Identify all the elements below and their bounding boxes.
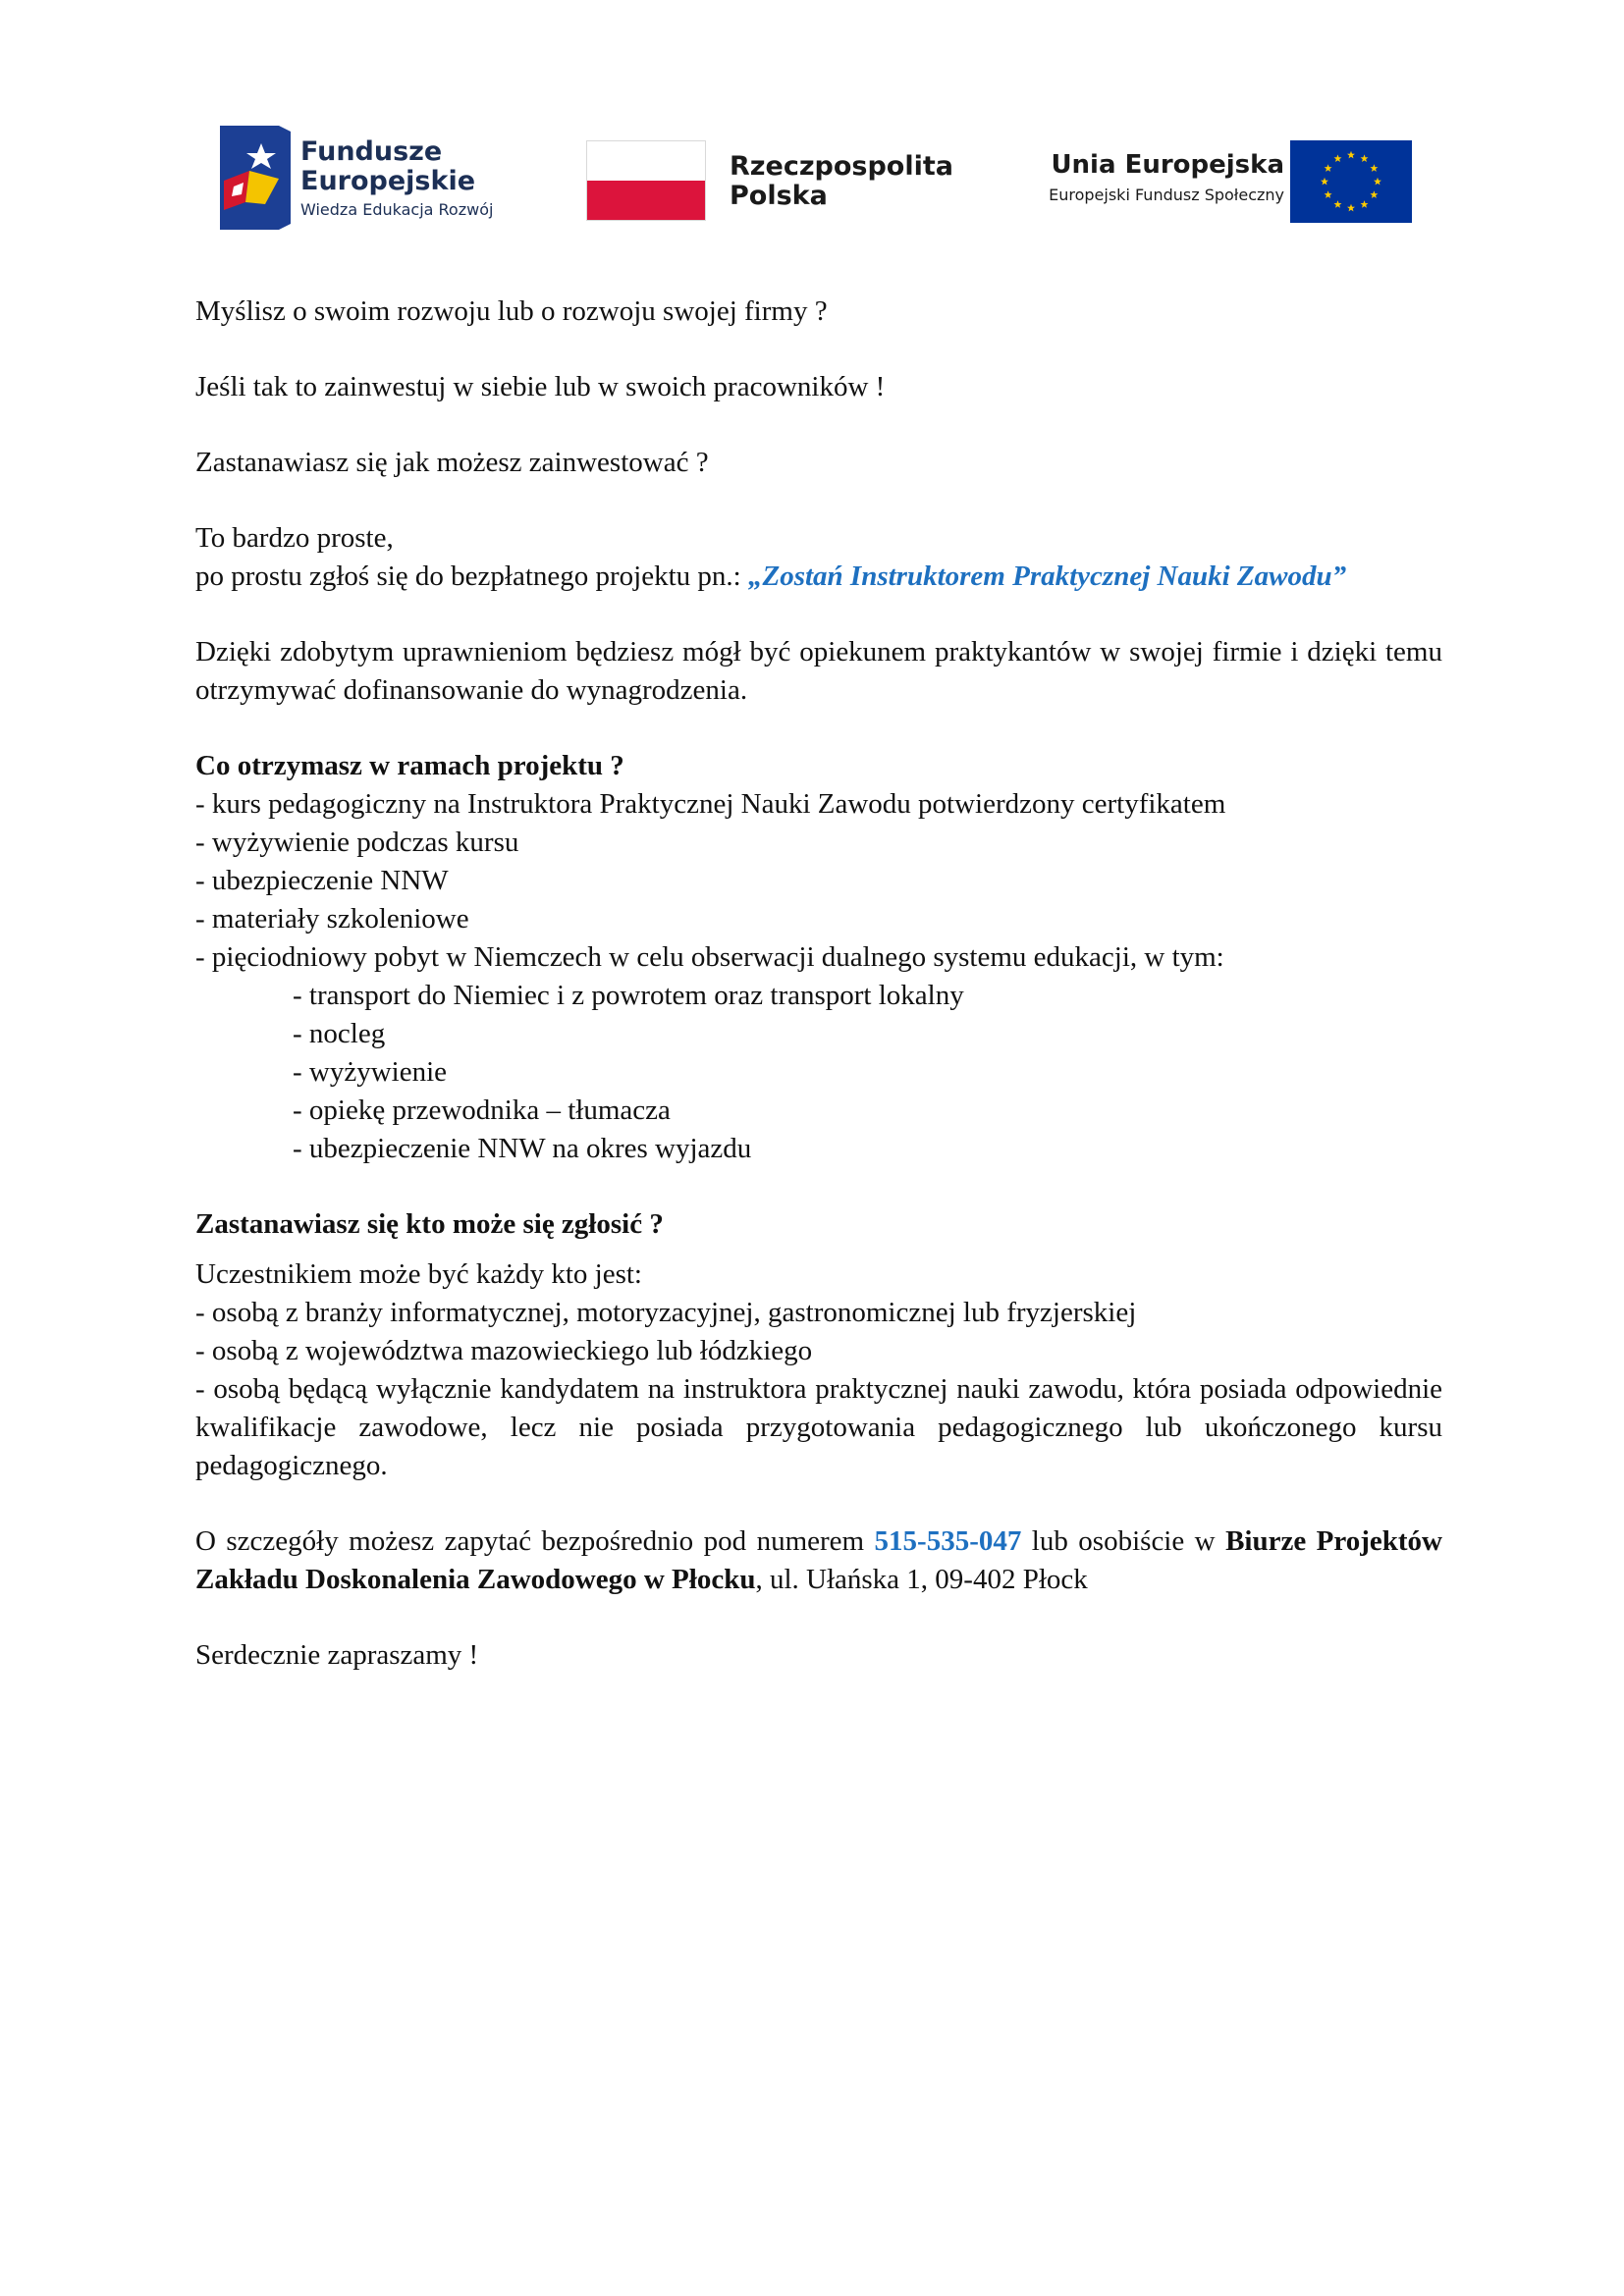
offer-subitem: - opiekę przewodnika – tłumacza <box>293 1095 671 1126</box>
offer-item: - pięciodniowy pobyt w Niemczech w celu obserwacji dualnego systemu edukacji, w tym: <box>195 941 1224 973</box>
phone-number: 515-535-047 <box>874 1525 1022 1557</box>
fundusze-line3: Wiedza Edukacja Rozwój <box>300 200 494 219</box>
eu-star-icon <box>1321 178 1328 186</box>
eligibility-intro: Uczestnikiem może być każdy kto jest: <box>195 1258 642 1290</box>
offer-item: - materiały szkoleniowe <box>195 903 469 934</box>
eligibility-heading: Zastanawiasz się kto może się zgłosić ? <box>195 1208 664 1240</box>
eligibility-item: - osobą będącą wyłącznie kandydatem na instruktora praktycznej nauki zawodu, która posiada odpowiednie kwalifikacje zawodowe, lecz nie posiada przygotowania pedagogicznego lub ukończonego kursu pedagogicznego. <box>195 1373 1442 1481</box>
contact-middle: lub osobiście w <box>1021 1525 1226 1557</box>
offer-item: - wyżywienie podczas kursu <box>195 827 519 858</box>
eligibility-item: - osobą z województwa mazowieckiego lub łódzkiego <box>195 1335 813 1366</box>
benefit-paragraph: Dzięki zdobytym uprawnieniom będziesz mógł być opiekunem praktykantów w swojej firmie i dzięki temu otrzymywać dofinansowanie do wynagrodzenia. <box>195 636 1442 706</box>
eu-star-icon <box>1370 190 1378 198</box>
eu-star-icon <box>1334 154 1342 162</box>
unia-europejska-logo <box>1009 140 1412 223</box>
polish-flag-icon <box>586 140 706 221</box>
project-name: „Zostań Instruktorem Praktycznej Nauki Zawodu” <box>747 561 1347 592</box>
eu-star-icon <box>1361 200 1369 208</box>
fundusze-europejskie-emblem <box>220 122 291 230</box>
eu-star-icon <box>1347 204 1355 212</box>
fundusze-line1: Fundusze <box>300 136 443 167</box>
intro-question-1: Myślisz o swoim rozwoju lub o rozwoju swojej firmy ? <box>195 295 828 327</box>
offer-subitem: - nocleg <box>293 1018 386 1049</box>
offer-subitem: - ubezpieczenie NNW na okres wyjazdu <box>293 1133 752 1164</box>
eu-star-icon <box>1374 178 1381 186</box>
intro-simple: To bardzo proste, <box>195 522 394 554</box>
fundusze-line2: Europejskie <box>300 166 476 196</box>
contact-prefix: O szczegóły możesz zapytać bezpośrednio pod numerem <box>195 1525 875 1557</box>
intro-question-3: Zastanawiasz się jak możesz zainwestować ? <box>195 447 709 478</box>
header-logos <box>0 0 1624 255</box>
eu-star-icon <box>1334 200 1342 208</box>
offer-subitem: - transport do Niemiec i z powrotem oraz transport lokalny <box>293 980 964 1011</box>
eligibility-item: - osobą z branży informatycznej, motoryzacyjnej, gastronomicznej lub fryzjerskiej <box>195 1297 1137 1328</box>
rzeczpospolita-polska-logo <box>586 140 959 221</box>
leaflet-body <box>195 293 1442 1675</box>
eu-stars-icon <box>1290 140 1412 223</box>
ue-line2: Europejski Fundusz Społeczny <box>1049 186 1284 204</box>
ue-line1: Unia Europejska <box>1051 150 1284 180</box>
eu-star-icon <box>1347 151 1355 159</box>
offer-subitem: - wyżywienie <box>293 1056 448 1088</box>
eu-star-icon <box>1325 164 1332 172</box>
eu-star-icon <box>1370 164 1378 172</box>
fundusze-europejskie-logo <box>220 122 544 232</box>
office-address: , ul. Ułańska 1, 09-402 Płock <box>755 1564 1088 1595</box>
rp-line1: Rzeczpospolita <box>730 151 953 182</box>
intro-question-2: Jeśli tak to zainwestuj w siebie lub w swoich pracowników ! <box>195 371 886 402</box>
contact-paragraph <box>195 1522 1442 1599</box>
closing-line: Serdecznie zapraszamy ! <box>195 1639 479 1671</box>
offer-item: - kurs pedagogiczny na Instruktora Praktycznej Nauki Zawodu potwierdzony certyfikatem <box>195 788 1226 820</box>
eu-flag-icon <box>1290 140 1412 223</box>
eu-star-icon <box>1325 190 1332 198</box>
signup-paragraph <box>195 558 1442 596</box>
rp-line2: Polska <box>730 181 828 211</box>
signup-prefix: po prostu zgłoś się do bezpłatnego projektu pn.: <box>195 561 748 592</box>
offer-heading: Co otrzymasz w ramach projektu ? <box>195 750 624 781</box>
office-name: Biurze Projektów Zakładu Doskonalenia Zawodowego w Płocku <box>195 1525 1442 1595</box>
offer-item: - ubezpieczenie NNW <box>195 865 449 896</box>
eu-star-icon <box>1361 154 1369 162</box>
